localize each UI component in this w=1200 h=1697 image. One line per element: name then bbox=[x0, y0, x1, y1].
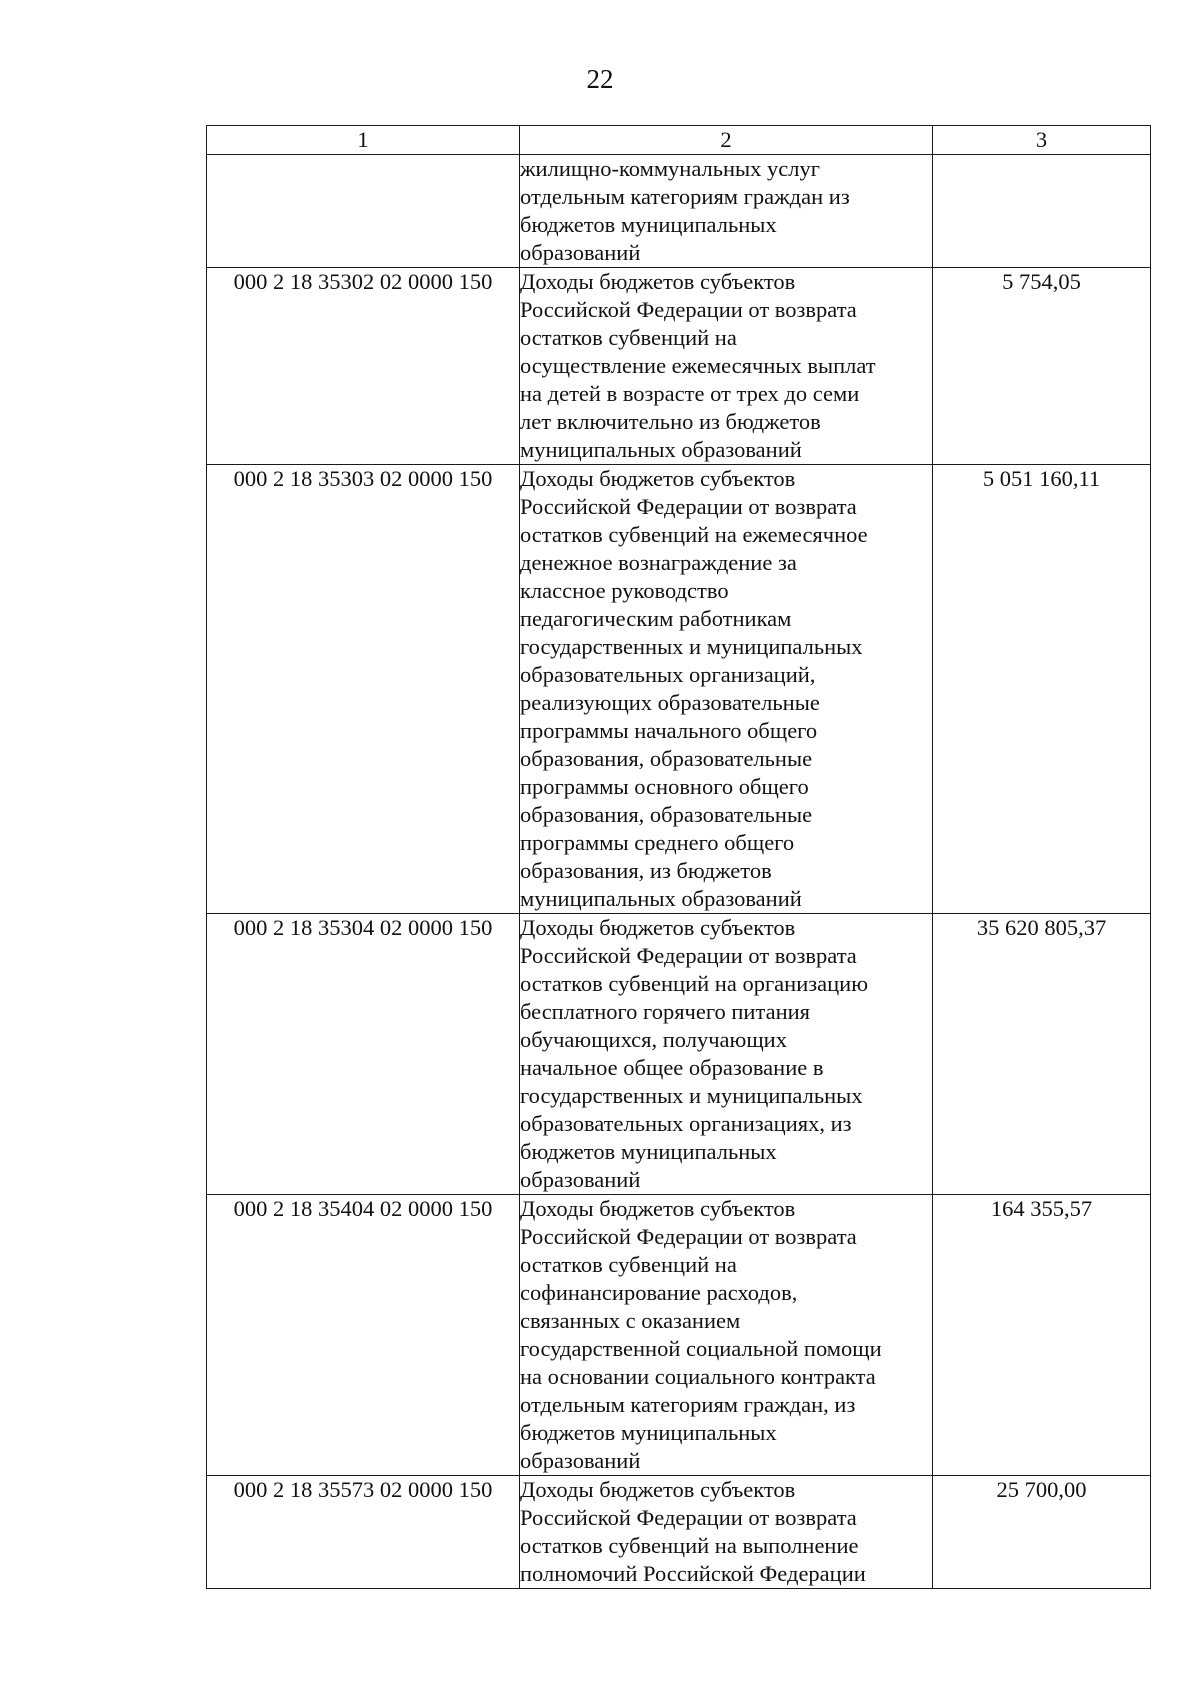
budget-classification-code: 000 2 18 35404 02 0000 150 bbox=[207, 1195, 520, 1476]
table-row bbox=[207, 1476, 1151, 1589]
description-line: Российской Федерации от возврата bbox=[520, 1505, 857, 1530]
page-number: 22 bbox=[586, 64, 614, 94]
description-line: начальное общее образование в bbox=[520, 1055, 824, 1080]
description-line: на детей в возрасте от трех до семи bbox=[520, 381, 860, 406]
description-line: жилищно-коммунальных услуг bbox=[520, 156, 820, 181]
column-header-3: 3 bbox=[933, 126, 1151, 155]
description-line: остатков субвенций на bbox=[520, 1252, 737, 1277]
amount-value bbox=[933, 155, 1151, 268]
description-line: Доходы бюджетов субъектов bbox=[520, 466, 796, 491]
description-line: муниципальных образований bbox=[520, 886, 802, 911]
description-line: Российской Федерации от возврата bbox=[520, 494, 857, 519]
description-line: образования, образовательные bbox=[520, 746, 813, 771]
description-line: государственной социальной помощи bbox=[520, 1336, 882, 1361]
table-body bbox=[207, 155, 1151, 1589]
amount-value: 164 355,57 bbox=[933, 1195, 1151, 1476]
description-line: реализующих образовательные bbox=[520, 690, 820, 715]
description-line: отдельным категориям граждан, из bbox=[520, 1392, 856, 1417]
description-line: остатков субвенций на ежемесячное bbox=[520, 522, 868, 547]
description-line: на основании социального контракта bbox=[520, 1364, 876, 1389]
description-line: Российской Федерации от возврата bbox=[520, 943, 857, 968]
amount-value: 5 051 160,11 bbox=[933, 465, 1151, 914]
budget-classification-code: 000 2 18 35304 02 0000 150 bbox=[207, 914, 520, 1195]
table-row bbox=[207, 268, 1151, 465]
description-line: программы среднего общего bbox=[520, 830, 795, 855]
description-line: классное руководство bbox=[520, 578, 729, 603]
description-line: образований bbox=[520, 240, 641, 265]
description-line: бюджетов муниципальных bbox=[520, 1139, 777, 1164]
description-line: связанных с оказанием bbox=[520, 1308, 741, 1333]
revenue-description bbox=[520, 914, 933, 1195]
description-line: муниципальных образований bbox=[520, 437, 802, 462]
description-line: Российской Федерации от возврата bbox=[520, 1224, 857, 1249]
description-line: программы начального общего bbox=[520, 718, 818, 743]
table-row bbox=[207, 914, 1151, 1195]
description-line: обучающихся, получающих bbox=[520, 1027, 787, 1052]
description-line: отдельным категориям граждан из bbox=[520, 184, 850, 209]
table-header-row bbox=[207, 126, 1151, 155]
description-line: бюджетов муниципальных bbox=[520, 212, 777, 237]
column-header-2: 2 bbox=[520, 126, 933, 155]
description-line: Доходы бюджетов субъектов bbox=[520, 1196, 796, 1221]
description-line: образования, из бюджетов bbox=[520, 858, 772, 883]
description-line: Доходы бюджетов субъектов bbox=[520, 1477, 796, 1502]
revenue-description bbox=[520, 465, 933, 914]
budget-classification-code bbox=[207, 155, 520, 268]
budget-classification-code: 000 2 18 35303 02 0000 150 bbox=[207, 465, 520, 914]
description-line: остатков субвенций на bbox=[520, 325, 737, 350]
description-line: государственных и муниципальных bbox=[520, 1083, 863, 1108]
revenue-description bbox=[520, 1195, 933, 1476]
description-line: софинансирование расходов, bbox=[520, 1280, 798, 1305]
description-line: Доходы бюджетов субъектов bbox=[520, 915, 796, 940]
description-line: бюджетов муниципальных bbox=[520, 1420, 777, 1445]
description-line: образования, образовательные bbox=[520, 802, 813, 827]
description-line: денежное вознаграждение за bbox=[520, 550, 797, 575]
description-line: государственных и муниципальных bbox=[520, 634, 863, 659]
description-line: полномочий Российской Федерации bbox=[520, 1561, 866, 1586]
description-line: Российской Федерации от возврата bbox=[520, 297, 857, 322]
description-line: остатков субвенций на выполнение bbox=[520, 1533, 859, 1558]
description-line: образовательных организациях, из bbox=[520, 1111, 852, 1136]
description-line: педагогическим работникам bbox=[520, 606, 792, 631]
table-row bbox=[207, 465, 1151, 914]
amount-value: 5 754,05 bbox=[933, 268, 1151, 465]
table-row bbox=[207, 155, 1151, 268]
description-line: образовательных организаций, bbox=[520, 662, 816, 687]
description-line: образований bbox=[520, 1448, 641, 1473]
revenue-description bbox=[520, 155, 933, 268]
budget-classification-code: 000 2 18 35302 02 0000 150 bbox=[207, 268, 520, 465]
budget-revenue-table bbox=[206, 125, 1151, 1589]
description-line: программы основного общего bbox=[520, 774, 809, 799]
description-line: лет включительно из бюджетов bbox=[520, 409, 821, 434]
column-header-1: 1 bbox=[207, 126, 520, 155]
description-line: остатков субвенций на организацию bbox=[520, 971, 869, 996]
description-line: бесплатного горячего питания bbox=[520, 999, 810, 1024]
revenue-description bbox=[520, 1476, 933, 1589]
description-line: осуществление ежемесячных выплат bbox=[520, 353, 876, 378]
amount-value: 25 700,00 bbox=[933, 1476, 1151, 1589]
amount-value: 35 620 805,37 bbox=[933, 914, 1151, 1195]
description-line: Доходы бюджетов субъектов bbox=[520, 269, 796, 294]
revenue-description bbox=[520, 268, 933, 465]
description-line: образований bbox=[520, 1167, 641, 1192]
table-row bbox=[207, 1195, 1151, 1476]
budget-classification-code: 000 2 18 35573 02 0000 150 bbox=[207, 1476, 520, 1589]
